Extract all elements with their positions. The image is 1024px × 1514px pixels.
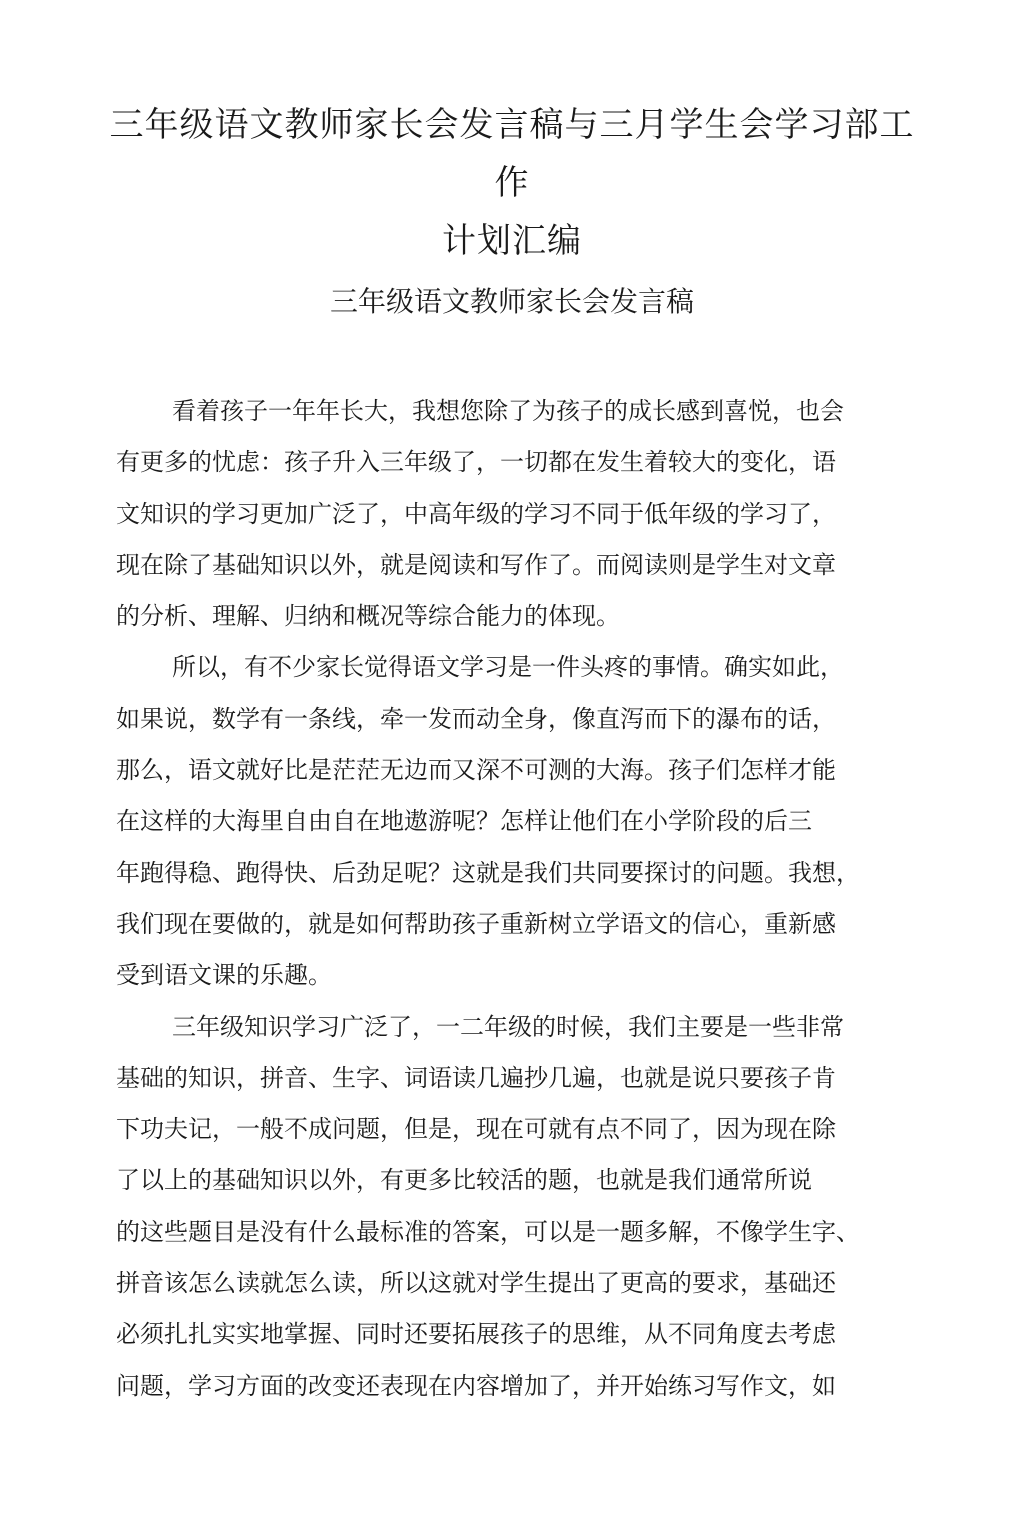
- paragraph-2-line: 在这样的大海里自由自在地遨游呢？怎样让他们在小学阶段的后三: [116, 807, 812, 836]
- title-line-1: 三年级语文教师家长会发言稿与三月学生会学习部工作: [109, 105, 915, 203]
- paragraph-2-line: 那么，语文就好比是茫茫无边而又深不可测的大海。孩子们怎样才能: [116, 756, 836, 785]
- paragraph-3-line: 下功夫记，一般不成问题，但是，现在可就有点不同了，因为现在除: [116, 1115, 836, 1144]
- paragraph-3-line: 问题，学习方面的改变还表现在内容增加了，并开始练习写作文，如: [116, 1371, 836, 1400]
- paragraph-3-line: 拼音该怎么读就怎么读，所以这就对学生提出了更高的要求，基础还: [116, 1269, 836, 1298]
- paragraph-2-line: 如果说，数学有一条线，牵一发而动全身，像直泻而下的瀑布的话，: [116, 704, 836, 733]
- paragraph-2-line: 所以，有不少家长觉得语文学习是一件头疼的事情。确实如此，: [172, 653, 844, 682]
- paragraph-1-line: 现在除了基础知识以外，就是阅读和写作了。而阅读则是学生对文章: [116, 550, 836, 579]
- paragraph-2-line: 我们现在要做的，就是如何帮助孩子重新树立学语文的信心，重新感: [116, 909, 836, 938]
- body-text: [116, 386, 876, 1412]
- paragraph-3-line: 基础的知识，拼音、生字、词语读几遍抄几遍，也就是说只要孩子肯: [116, 1063, 836, 1092]
- section-heading: 三年级语文教师家长会发言稿: [329, 285, 694, 318]
- paragraph-3-line: 三年级知识学习广泛了，一二年级的时候，我们主要是一些非常: [172, 1012, 844, 1041]
- title-line-2: 计划汇编: [442, 221, 582, 261]
- paragraph-1-line: 有更多的忧虑：孩子升入三年级了，一切都在发生着较大的变化，语: [116, 448, 836, 477]
- paragraph-2-line: 受到语文课的乐趣。: [116, 961, 332, 990]
- document-title: [100, 96, 924, 270]
- paragraph-1-line: 文知识的学习更加广泛了，中高年级的学习不同于低年级的学习了，: [116, 499, 836, 528]
- paragraph-3-line: 必须扎扎实实地掌握、同时还要拓展孩子的思维，从不同角度去考虑: [116, 1320, 836, 1349]
- paragraph-3-line: 的这些题目是没有什么最标准的答案，可以是一题多解，不像学生字、: [116, 1217, 860, 1246]
- paragraph-1-line: 的分析、理解、归纳和概况等综合能力的体现。: [116, 602, 620, 631]
- paragraph-1-line: 看着孩子一年年长大，我想您除了为孩子的成长感到喜悦，也会: [172, 397, 844, 425]
- paragraph-2-line: 年跑得稳、跑得快、后劲足呢？这就是我们共同要探讨的问题。我想，: [116, 858, 860, 887]
- paragraph-3-line: 了以上的基础知识以外，有更多比较活的题，也就是我们通常所说: [116, 1166, 812, 1195]
